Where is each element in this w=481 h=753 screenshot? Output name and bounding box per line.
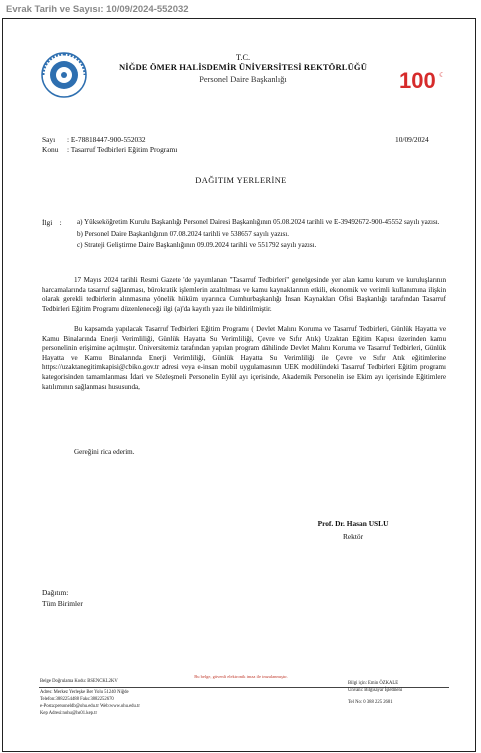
header-university: NİĞDE ÖMER HALİSDEMİR ÜNİVERSİTESİ REKTÖRLÜĞÜ	[118, 62, 368, 72]
document-title: DAĞITIM YERLERİNE	[195, 176, 287, 185]
ilgi-reference-list	[77, 218, 443, 253]
footer-phone: Telefon:3882254488 Faks:3882252670	[40, 696, 114, 702]
ilgi-label-text: İlgi	[42, 218, 53, 227]
footer-address: Adres: Merkez Yerleşke Ber Yolu 51240 Niğde	[40, 690, 129, 695]
footer-info-phone: Tel No: 0 388 225 2681	[348, 699, 393, 705]
university-seal-icon	[41, 52, 87, 98]
distribution-value: Tüm Birimler	[42, 599, 83, 608]
ilgi-item: c) Strateji Geliştirme Daire Başkanlığının 09.09.2024 tarihli ve 551792 sayılı yazısı.	[77, 241, 317, 250]
footer-kep: Kep Adresi:nohu@hs01.kep.tr	[40, 710, 98, 716]
svg-text:100: 100	[399, 68, 436, 93]
footer-contact-right	[348, 681, 402, 707]
document-page	[2, 18, 476, 752]
ilgi-label	[42, 218, 62, 227]
document-date-stamp: Evrak Tarih ve Sayısı: 10/09/2024-552032	[6, 4, 189, 15]
ilgi-item: b) Personel Daire Başkanlığının 07.08.2024 tarihli ve 538657 sayılı yazısı.	[77, 229, 289, 238]
verification-code: Belge Doğrulama Kodu: BSENCKL2KV	[40, 679, 118, 684]
body-paragraph-1: 17 Mayıs 2024 tarihli Resmi Gazete 'de yayımlanan "Tasarruf Tedbirleri" genelgesinde yer alan kamu kurum ve kuruluşlarının harcamalarında tasarruf sağlanması, bürokratik işlemlerin azaltılması ve kamu kaynaklarının etkili, ekonomik ve verimli kullanımına ilişkin olarak gerekli tedbirlerin alınmasına yönelik hüküm uyarınca Cumhurbaşkanlığı İnsan Kaynakları Ofisi Başkanlığı tarafından Tasarruf Tedbirleri Eğitim Programı düzenleneceği ilgi (a)'da kayıtlı yazı ile bildirilmiştir.	[42, 276, 446, 313]
centennial-logo-icon	[398, 66, 450, 96]
svg-text:☾: ☾	[439, 71, 446, 79]
body-paragraph-2: Bu kapsamda yapılacak Tasarruf Tedbirleri Eğitim Programı ( Devlet Malını Koruma ve Tasarruf Tedbirleri, Günlük Hayatta ve Kamu Binalarında Enerji Verimliliği, Günlük Hayatta Su Verimliliği, Çevre ve Sıfır Atık) Uzaktan Eğitim Kapısı üzerinden kamu personelinin erişimine açılmıştır. Üniversitemiz tarafından yapılan program dâhilinde Devlet Malını Koruma ve Tasarruf Tedbirleri, Günlük Hayatta ve Kamu Binalarında Enerji Verimliliği, Günlük Hayatta Su Verimliliği ile Çevre ve Sıfır Atık eğitimlerine https://uzaktanegitimkapisi@cbiko.gov.tr adresi veya e-insan mobil uygulamasının UEK modülündeki Tasarruf Tedbirleri Eğitim programı kategorisinden tamamlanması İdari ve Sözleşmeli Personelin Eylül ayı içerisinde, Akademik Personelin ise Ekim ayı içerisinde Eğitimlere katılımının sağlanması hususunda,	[42, 325, 446, 391]
sayi-value: : E-78818447-900-552032	[67, 135, 146, 144]
footer-info-title: Unvanı: Bilgisayar İşletmeni	[348, 687, 403, 693]
footer-email: e-Posta:personeldb@ohu.edu.tr Web:www.ohu.edu.tr	[40, 703, 140, 709]
konu-label: Konu	[42, 145, 59, 154]
body-closing: Gereğini rica ederim.	[74, 448, 135, 456]
esignature-notice: Bu belge, güvenli elektronik imza ile imzalanmıştır.	[194, 674, 288, 679]
footer-contact-left	[40, 690, 140, 718]
distribution-label: Dağıtım:	[42, 588, 69, 597]
ilgi-colon: :	[59, 218, 62, 227]
sayi-label: Sayı	[42, 135, 56, 144]
document-date: 10/09/2024	[395, 135, 429, 144]
footer-info-person: Bilgi için: Emin ÖZKALE	[348, 681, 399, 686]
header-country: T.C.	[235, 53, 251, 62]
signatory-title: Rektör	[342, 532, 364, 541]
signatory-name: Prof. Dr. Hasan USLU	[317, 519, 389, 528]
konu-value: : Tasarruf Tedbirleri Eğitim Programı	[67, 145, 178, 154]
ilgi-item: a) Yükseköğretim Kurulu Başkanlığı Personel Dairesi Başkanlığının 05.08.2024 tarihli ve E-39492672-900-45552 sayılı yazısı.	[77, 218, 440, 226]
header-department: Personel Daire Başkanlığı	[199, 75, 287, 84]
